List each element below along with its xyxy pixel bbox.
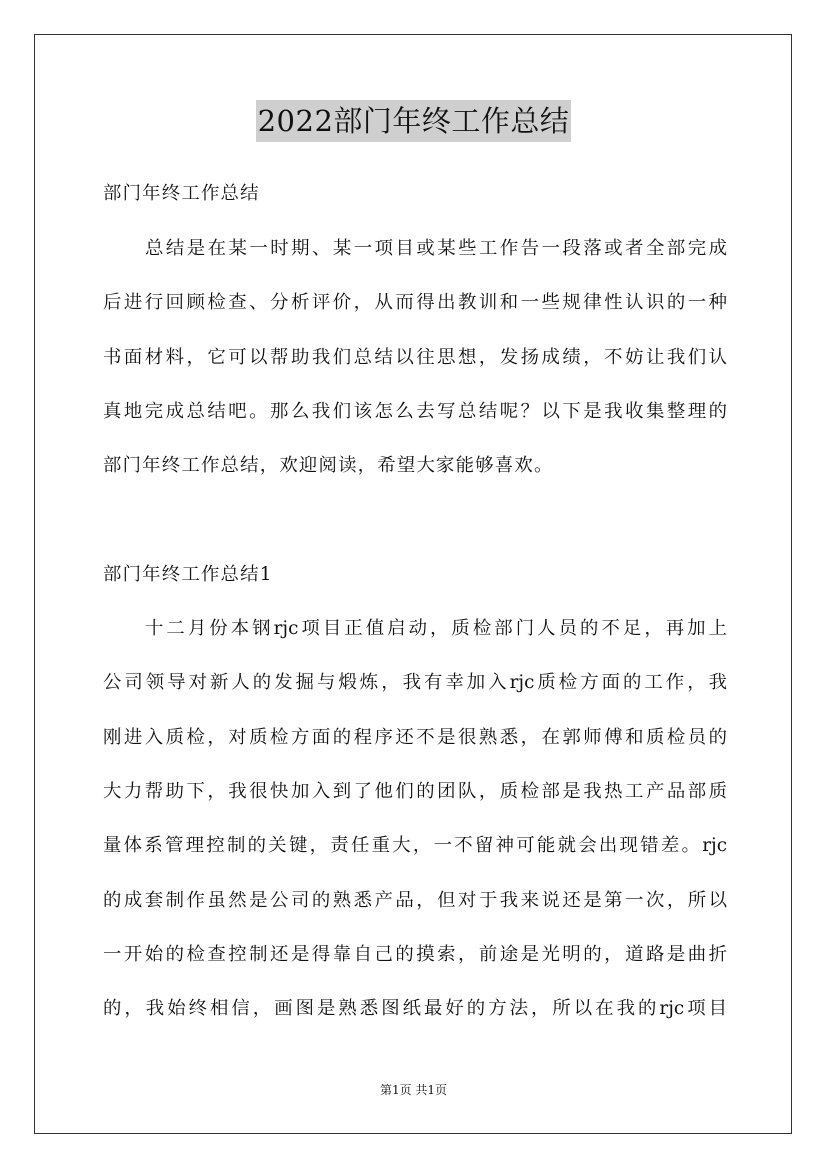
- paragraph-line: 公司领导对新人的发掘与煅炼，我有幸加入rjc质检方面的工作，我: [103, 672, 727, 693]
- section-heading: 部门年终工作总结: [103, 183, 260, 204]
- paragraph-line: 量体系管理控制的关键，责任重大，一不留神可能就会出现错差。rjc: [103, 835, 727, 856]
- title-container: [0, 100, 827, 142]
- paragraph-line: 刚进入质检，对质检方面的程序还不是很熟悉，在郭师傅和质检员的: [103, 727, 727, 748]
- document-title: 2022部门年终工作总结: [256, 100, 572, 142]
- paragraph-line: 大力帮助下，我很快加入到了他们的团队，质检部是我热工产品部质: [103, 781, 727, 802]
- paragraph-line: 总结是在某一时期、某一项目或某些工作告一段落或者全部完成: [145, 238, 727, 259]
- paragraph-line: 的，我始终相信，画图是熟悉图纸最好的方法，所以在我的rjc项目: [103, 998, 727, 1019]
- paragraph-line: 部门年终工作总结，欢迎阅读，希望大家能够喜欢。: [103, 455, 554, 476]
- paragraph-line: 十二月份本钢rjc项目正值启动，质检部门人员的不足，再加上: [145, 618, 727, 639]
- paragraph-line: 后进行回顾检查、分析评价，从而得出教训和一些规律性认识的一种: [103, 292, 727, 313]
- section-heading: 部门年终工作总结1: [103, 564, 273, 585]
- paragraph-line: 一开始的检查控制还是得靠自己的摸索，前途是光明的，道路是曲折: [103, 944, 727, 965]
- paragraph-line: 书面材料，它可以帮助我们总结以往思想，发扬成绩，不妨让我们认: [103, 347, 727, 368]
- paragraph-line: 真地完成总结吧。那么我们该怎么去写总结呢？以下是我收集整理的: [103, 401, 727, 422]
- page-number: 第1页 共1页: [379, 1083, 448, 1097]
- paragraph-line: 的成套制作虽然是公司的熟悉产品，但对于我来说还是第一次，所以: [103, 890, 727, 911]
